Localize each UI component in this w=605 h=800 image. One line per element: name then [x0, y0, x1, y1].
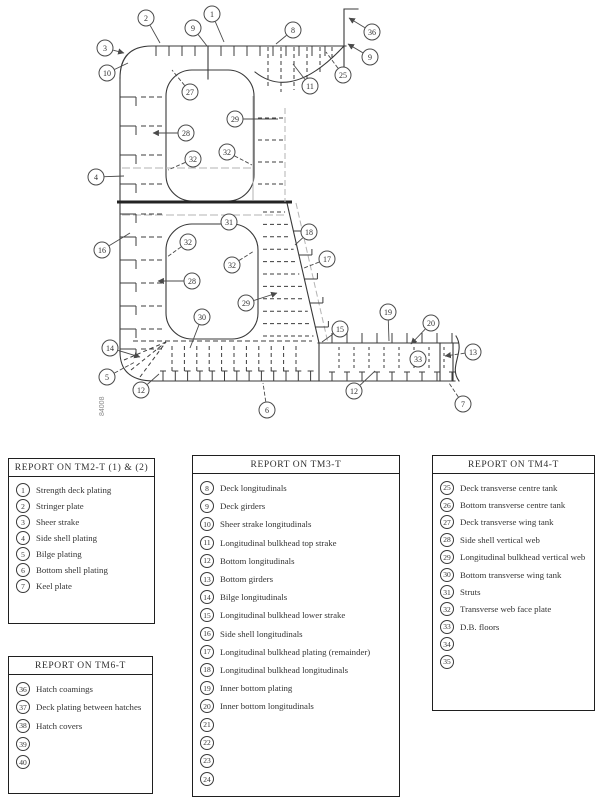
item-number-badge: 4 [16, 531, 30, 545]
callout-number: 1 [210, 9, 214, 19]
callout-4 [88, 169, 124, 185]
callout-leader-line [113, 50, 124, 53]
callout-number: 17 [323, 254, 331, 264]
legend-item-3 [16, 514, 151, 530]
item-label: Inner bottom plating [220, 683, 293, 694]
item-number-badge: 35 [440, 655, 454, 669]
item-number-badge: 26 [440, 498, 454, 512]
item-label: Bottom shell plating [36, 565, 108, 575]
item-number-badge: 13 [200, 572, 214, 586]
item-number-badge: 38 [16, 719, 30, 733]
item-number-badge: 33 [440, 620, 454, 634]
item-label: Bottom transverse centre tank [460, 500, 566, 511]
callout-leader-line [276, 35, 286, 44]
callout-10 [99, 63, 128, 81]
legend-table-body [193, 474, 399, 791]
legend-item-2 [16, 498, 151, 514]
item-label: Bottom girders [220, 574, 274, 585]
callout-number: 29 [231, 114, 239, 124]
item-number-badge: 22 [200, 736, 214, 750]
item-number-badge: 8 [200, 481, 214, 495]
callout-32 [219, 144, 252, 165]
callout-number: 5 [105, 372, 109, 382]
callout-18 [295, 224, 317, 245]
callout-number: 7 [461, 399, 465, 409]
legend-item-20 [200, 697, 396, 715]
legend-item-30 [440, 566, 591, 583]
item-label: Deck transverse centre tank [460, 482, 558, 493]
item-label: Struts [460, 587, 481, 598]
item-number-badge: 27 [440, 515, 454, 529]
callout-13 [445, 344, 481, 360]
callout-31 [221, 214, 237, 230]
callout-7 [449, 383, 471, 412]
legend-item-21 [200, 715, 396, 733]
callout-1 [204, 6, 224, 42]
callout-2 [138, 10, 160, 43]
item-label: Transverse web face plate [460, 604, 552, 615]
legend-item-18 [200, 661, 396, 679]
item-label: Side shell longitudinals [220, 628, 303, 639]
callout-number: 19 [384, 307, 392, 317]
callout-number: 28 [188, 276, 196, 286]
legend-table-body [433, 474, 594, 673]
hull-outline [120, 9, 459, 381]
callout-number: 32 [228, 260, 236, 270]
callout-12 [346, 371, 375, 399]
item-number-badge: 32 [440, 602, 454, 616]
legend-item-33 [440, 618, 591, 635]
legend-item-28 [440, 531, 591, 548]
callout-number: 11 [306, 81, 314, 91]
callout-3 [97, 40, 124, 56]
callout-leader-line [150, 25, 160, 43]
callout-number: 16 [98, 245, 106, 255]
item-number-badge: 25 [440, 481, 454, 495]
legend-item-37 [16, 698, 149, 716]
legend-item-38 [16, 717, 149, 735]
callout-leader-line [304, 262, 319, 268]
callout-number: 14 [106, 343, 114, 353]
item-label: Longitudinal bulkhead top strake [220, 537, 337, 548]
legend-item-15 [200, 606, 396, 624]
item-label: Longitudinal bulkhead lower strake [220, 610, 346, 621]
callout-9 [348, 44, 378, 65]
legend-item-29 [440, 549, 591, 566]
callout-leader-line [118, 350, 140, 357]
legend-item-12 [200, 552, 396, 570]
item-number-badge: 34 [440, 637, 454, 651]
callout-leader-line [167, 247, 181, 257]
item-label: Deck girders [220, 501, 266, 512]
legend-table-title: REPORT ON TM2-T (1) & (2) [9, 459, 154, 477]
item-number-badge: 12 [200, 554, 214, 568]
callout-number: 29 [242, 298, 250, 308]
item-number-badge: 10 [200, 517, 214, 531]
callout-leader-line [411, 329, 425, 344]
item-label: Inner bottom longitudinals [220, 701, 314, 712]
callout-6 [259, 383, 275, 418]
legend-item-22 [200, 734, 396, 752]
callout-number: 32 [189, 154, 197, 164]
callout-15 [322, 321, 348, 342]
item-label: Bilge plating [36, 549, 82, 559]
legend-item-39 [16, 735, 149, 753]
item-number-badge: 23 [200, 754, 214, 768]
callout-number: 32 [223, 147, 231, 157]
callout-number: 15 [336, 324, 344, 334]
callout-number: 31 [225, 217, 233, 227]
callout-5 [99, 362, 135, 385]
legend-item-7 [16, 578, 151, 594]
legend-item-35 [440, 653, 591, 670]
callout-leader-line [322, 334, 333, 342]
item-label: Hatch covers [36, 720, 83, 731]
item-number-badge: 11 [200, 536, 214, 550]
item-label: Deck longitudinals [220, 483, 287, 494]
item-label: Longitudinal bulkhead plating (remainder) [220, 646, 371, 657]
callout-number: 28 [182, 128, 190, 138]
legend-table-body [9, 477, 154, 597]
legend-item-31 [440, 583, 591, 600]
item-label: Deck transverse wing tank [460, 517, 554, 528]
legend-table-tm3t [192, 455, 400, 797]
callout-leader-line [445, 353, 465, 356]
item-number-badge: 21 [200, 718, 214, 732]
item-label: Deck plating between hatches [36, 702, 142, 713]
item-label: Bottom transverse wing tank [460, 569, 562, 580]
drawing-number: 84008 [99, 396, 106, 416]
legend-item-10 [200, 515, 396, 533]
legend-item-32 [440, 601, 591, 618]
item-label: Hatch coamings [36, 684, 93, 695]
legend-table-title: REPORT ON TM4-T [433, 456, 594, 474]
callout-leader-line [147, 374, 159, 384]
item-label: Longitudinal bulkhead vertical web [460, 552, 586, 563]
legend-item-19 [200, 679, 396, 697]
item-label: Keel plate [36, 581, 72, 591]
item-number-badge: 18 [200, 663, 214, 677]
callout-33 [410, 351, 426, 367]
callout-leader-line [348, 44, 363, 53]
item-number-badge: 20 [200, 699, 214, 713]
callout-number: 30 [198, 312, 206, 322]
callout-number: 4 [94, 172, 98, 182]
legend-item-24 [200, 770, 396, 788]
legend-item-8 [200, 479, 396, 497]
callout-leader-line [449, 383, 458, 397]
callout-leader-line [190, 325, 199, 348]
callout-number: 18 [305, 227, 313, 237]
legend-item-5 [16, 546, 151, 562]
callout-16 [94, 233, 130, 258]
callout-number: 13 [469, 347, 477, 357]
callout-leader-line [263, 383, 266, 402]
callout-number: 32 [184, 237, 192, 247]
legend-table-tm6t [8, 656, 153, 794]
legend-table-tm4t [432, 455, 595, 711]
item-number-badge: 40 [16, 755, 30, 769]
callout-20 [411, 315, 439, 344]
item-number-badge: 29 [440, 550, 454, 564]
callout-leader-line [198, 35, 207, 46]
callout-27 [172, 70, 198, 100]
callout-12 [133, 374, 159, 398]
item-label: Side shell vertical web [460, 534, 540, 545]
callout-number: 27 [186, 87, 194, 97]
legend-item-13 [200, 570, 396, 588]
item-number-badge: 5 [16, 547, 30, 561]
item-label: Sheer strake longitudinals [220, 519, 312, 530]
item-number-badge: 36 [16, 682, 30, 696]
item-number-badge: 30 [440, 568, 454, 582]
item-number-badge: 39 [16, 737, 30, 751]
legend-table-title: REPORT ON TM6-T [9, 657, 152, 675]
legend-item-23 [200, 752, 396, 770]
callout-19 [380, 304, 396, 341]
callout-28 [153, 125, 194, 141]
callout-8 [276, 22, 301, 44]
callout-number: 25 [339, 70, 347, 80]
callout-leader-line [168, 162, 185, 170]
item-number-badge: 17 [200, 645, 214, 659]
item-number-badge: 2 [16, 499, 30, 513]
callout-number: 12 [137, 385, 145, 395]
legend-item-11 [200, 534, 396, 552]
callout-number: 3 [103, 43, 107, 53]
legend-item-27 [440, 514, 591, 531]
callout-28 [158, 273, 200, 289]
item-number-badge: 15 [200, 608, 214, 622]
item-number-badge: 6 [16, 563, 30, 577]
legend-item-4 [16, 530, 151, 546]
callout-32 [167, 234, 196, 257]
callout-25 [326, 52, 351, 83]
item-number-badge: 19 [200, 681, 214, 695]
legend-item-26 [440, 496, 591, 513]
callout-9 [185, 20, 207, 46]
item-label: Side shell plating [36, 533, 98, 543]
item-number-badge: 9 [200, 499, 214, 513]
item-label: Bilge longitudinals [220, 592, 288, 603]
callout-11 [293, 64, 318, 94]
callout-leader-line [388, 320, 389, 341]
stiffener-ticks [120, 46, 455, 381]
item-number-badge: 24 [200, 772, 214, 786]
callout-number: 10 [103, 68, 111, 78]
callout-number: 9 [368, 52, 372, 62]
callout-leader-line [239, 251, 254, 260]
callout-36 [349, 18, 380, 40]
callout-leader-line [349, 18, 365, 28]
legend-table-tm2t [8, 458, 155, 624]
legend-item-17 [200, 643, 396, 661]
callout-leader-line [215, 22, 224, 42]
item-label: Stringer plate [36, 501, 84, 511]
legend-item-40 [16, 753, 149, 771]
item-number-badge: 3 [16, 515, 30, 529]
legend-item-1 [16, 482, 151, 498]
item-number-badge: 16 [200, 627, 214, 641]
item-number-badge: 37 [16, 700, 30, 714]
legend-item-14 [200, 588, 396, 606]
item-number-badge: 1 [16, 483, 30, 497]
item-label: Strength deck plating [36, 485, 112, 495]
callout-leader-line [235, 156, 252, 165]
callout-number: 9 [191, 23, 195, 33]
callout-32 [224, 251, 254, 273]
legend-item-34 [440, 636, 591, 653]
callout-leader-line [293, 64, 305, 79]
legend-item-9 [200, 497, 396, 515]
callout-number: 8 [291, 25, 295, 35]
callout-number: 33 [414, 354, 422, 364]
legend-item-16 [200, 625, 396, 643]
callout-30 [190, 309, 210, 348]
callout-leader-line [114, 362, 135, 373]
legend-table-title: REPORT ON TM3-T [193, 456, 399, 474]
item-label: Longitudinal bulkhead longitudinals [220, 664, 349, 675]
item-label: D.B. floors [460, 621, 500, 632]
item-label: Bottom longitudinals [220, 555, 295, 566]
legend-item-36 [16, 680, 149, 698]
callout-number: 2 [144, 13, 148, 23]
item-number-badge: 7 [16, 579, 30, 593]
item-number-badge: 14 [200, 590, 214, 604]
callout-number: 36 [368, 27, 376, 37]
callout-leader-line [104, 176, 124, 177]
callout-number: 20 [427, 318, 435, 328]
item-number-badge: 28 [440, 533, 454, 547]
legend-item-6 [16, 562, 151, 578]
callout-number: 6 [265, 405, 269, 415]
callout-32 [168, 151, 201, 170]
legend-item-25 [440, 479, 591, 496]
item-label: Sheer strake [36, 517, 80, 527]
callout-number: 12 [350, 386, 358, 396]
item-number-badge: 31 [440, 585, 454, 599]
legend-table-body [9, 675, 152, 774]
